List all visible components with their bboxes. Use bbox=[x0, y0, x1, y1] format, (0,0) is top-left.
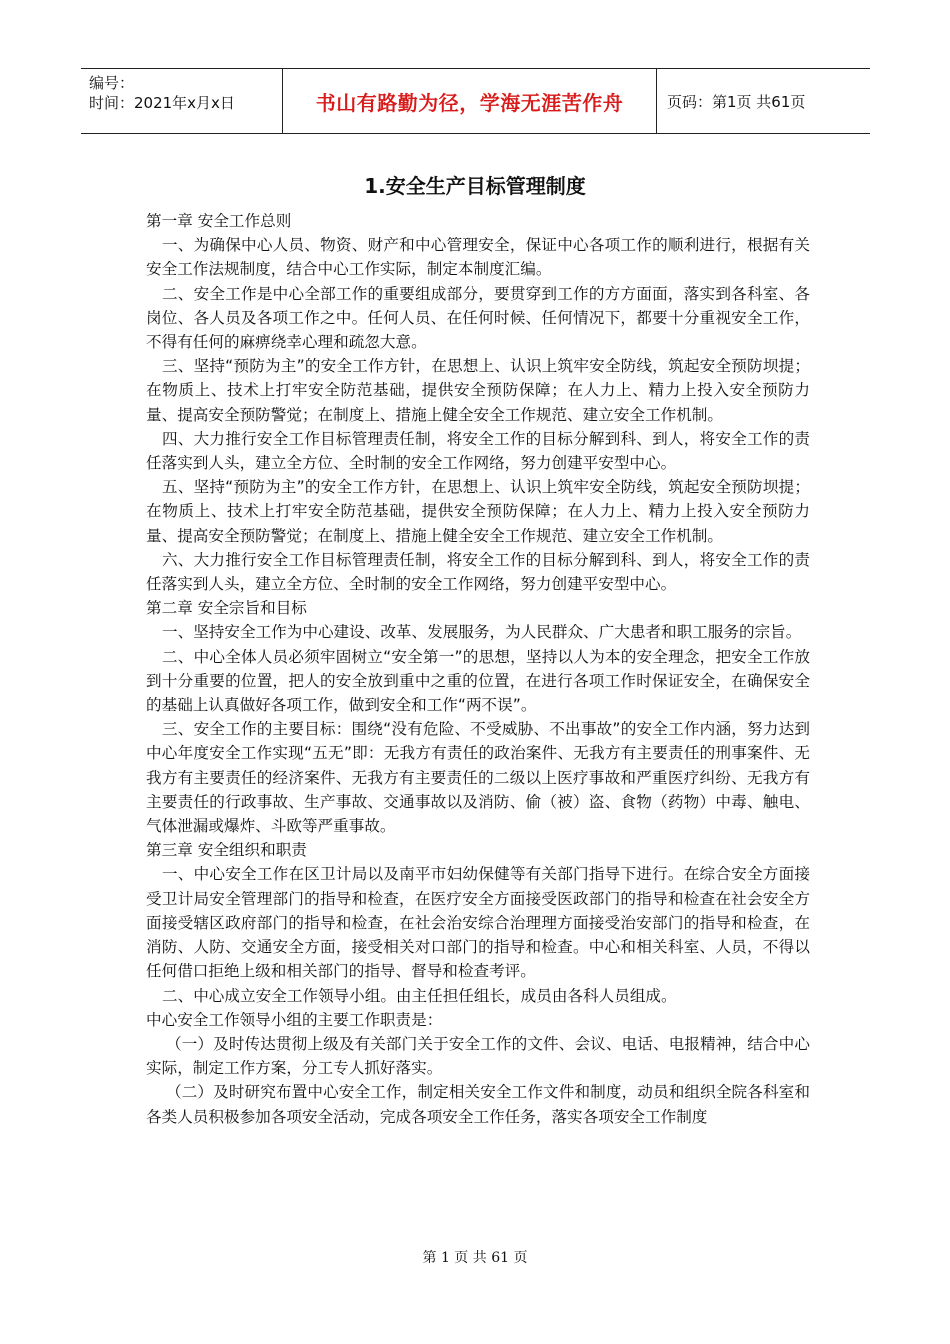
document-number-label: 编号： bbox=[89, 74, 135, 92]
paragraph: 一、中心安全工作在区卫计局以及南平市妇幼保健等有关部门指导下进行。在综合安全方面接受卫计局安全管理部门的指导和检查，在医疗安全方面接受医政部门的指导和检查在社会安全方面接受辖区政府部门的指导和检查，在社会治安综合治理理方面接受治安部门的指导和检查，在消防、人防、交通安全方面，接受相关对口部门的指导和检查。中心和相关科室、人员，不得以任何借口拒绝上级和相关部门的指导、督导和检查考评。 bbox=[146, 865, 810, 981]
paragraph: 一、坚持安全工作为中心建设、改革、发展服务，为人民群众、广大患者和职工服务的宗旨。 bbox=[162, 623, 802, 642]
paragraph: 四、大力推行安全工作目标管理责任制，将安全工作的目标分解到科、到人，将安全工作的责任落实到人头，建立全方位、全时制的安全工作网络，努力创建平安型中心。 bbox=[146, 429, 810, 473]
paragraph: （一）及时传达贯彻上级及有关部门关于安全工作的文件、会议、电话、电报精神，结合中心实际，制定工作方案，分工专人抓好落实。 bbox=[146, 1034, 810, 1078]
chapter-heading: 第三章 安全组织和职责 bbox=[146, 841, 307, 860]
paragraph: 二、中心全体人员必须牢固树立“安全第一”的思想，坚持以人为本的安全理念，把安全工作放到十分重要的位置，把人的安全放到重中之重的位置，在进行各项工作时保证安全，在确保安全的基础上认真做好各项工作，做到安全和工作“两不误”。 bbox=[146, 647, 810, 715]
document-title: 1.安全生产目标管理制度 bbox=[364, 174, 586, 198]
paragraph: （二）及时研究布置中心安全工作，制定相关安全工作文件和制度，动员和组织全院各科室和各类人员积极参加各项安全活动，完成各项安全工作任务，落实各项安全工作制度 bbox=[146, 1083, 810, 1126]
document-time-label: 时间：2021年x月x日 bbox=[89, 94, 235, 112]
chapter-heading: 第二章 安全宗旨和目标 bbox=[146, 599, 307, 618]
chapter-heading: 第一章 安全工作总则 bbox=[146, 212, 292, 230]
paragraph: 六、大力推行安全工作目标管理责任制，将安全工作的目标分解到科、到人，将安全工作的责任落实到人头，建立全方位、全时制的安全工作网络，努力创建平安型中心。 bbox=[146, 550, 810, 594]
paragraph: 一、为确保中心人员、物资、财产和中心管理安全，保证中心各项工作的顺利进行，根据有关安全工作法规制度，结合中心工作实际，制定本制度汇编。 bbox=[146, 236, 810, 279]
document-body bbox=[146, 209, 810, 1129]
paragraph: 二、中心成立安全工作领导小组。由主任担任组长，成员由各科人员组成。 bbox=[162, 986, 677, 1005]
paragraph: 二、安全工作是中心全部工作的重要组成部分，要贯穿到工作的方方面面，落实到各科室、各岗位、各人员及各项工作之中。任何人员、在任何时候、任何情况下，都要十分重视安全工作，不得有任何的麻痹绕幸心理和疏忽大意。 bbox=[146, 284, 810, 352]
paragraph: 三、坚持“预防为主”的安全工作方针，在思想上、认识上筑牢安全防线，筑起安全预防坝提；在物质上、技术上打牢安全防范基础，提供安全预防保障；在人力上、精力上投入安全预防力量、提高安全预防警觉；在制度上、措施上健全安全工作规范、建立安全工作机制。 bbox=[146, 357, 810, 424]
paragraph: 五、坚持“预防为主”的安全工作方针，在思想上、认识上筑牢安全防线，筑起安全预防坝提；在物质上、技术上打牢安全防范基础，提供安全预防保障；在人力上、精力上投入安全预防力量、提高安全预防警觉；在制度上、措施上健全安全工作规范、建立安全工作机制。 bbox=[146, 478, 810, 545]
page-header bbox=[81, 68, 870, 134]
header-meta bbox=[81, 69, 283, 133]
header-motto: 书山有路勤为径，学海无涯苦作舟 bbox=[283, 69, 657, 133]
paragraph: 三、安全工作的主要目标：围绕“没有危险、不受威胁、不出事故”的安全工作内涵，努力达到中心年度安全工作实现“五无”即：无我方有责任的政治案件、无我方有主要责任的刑事案件、无我方有主要责任的经济案件、无我方有主要责任的二级以上医疗事故和严重医疗纠纷、无我方有主要责任的行政事故、生产事故、交通事故以及消防、偷（被）盗、食物（药物）中毒、触电、气体泄漏或爆炸、斗欧等严重事故。 bbox=[146, 720, 810, 836]
page-footer: 第 1 页 共 61 页 bbox=[422, 1250, 528, 1266]
paragraph: 中心安全工作领导小组的主要工作职责是： bbox=[146, 1010, 443, 1029]
header-page-info: 页码：第1页 共61页 bbox=[667, 92, 806, 111]
